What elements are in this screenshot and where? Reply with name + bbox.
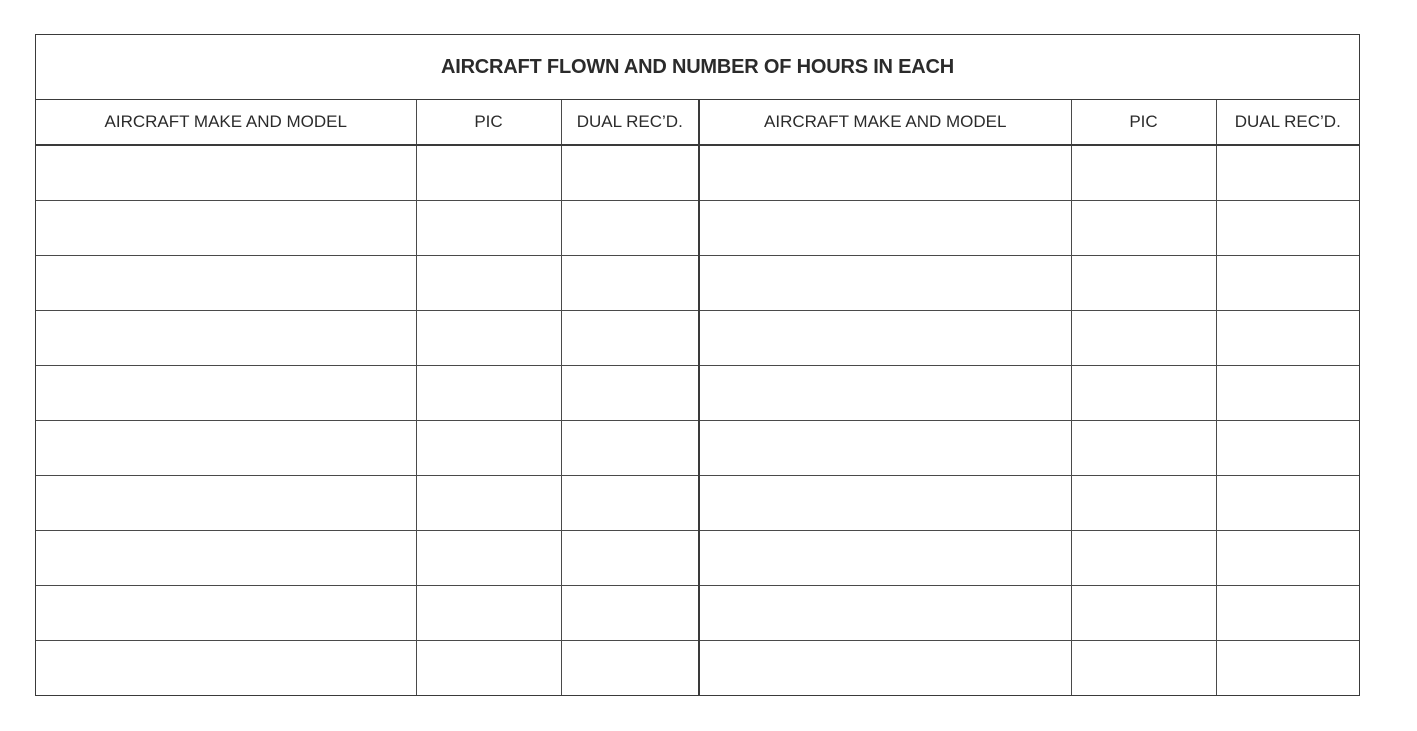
pic-cell-right[interactable] bbox=[1071, 256, 1216, 311]
dual-received-cell-left[interactable] bbox=[561, 641, 699, 696]
pic-cell-left[interactable] bbox=[416, 476, 561, 531]
table-body bbox=[36, 145, 1359, 695]
table-row bbox=[36, 201, 1359, 256]
pic-cell-left[interactable] bbox=[416, 311, 561, 366]
aircraft-make-model-cell-right[interactable] bbox=[699, 366, 1071, 421]
dual-received-cell-left[interactable] bbox=[561, 421, 699, 476]
aircraft-make-model-cell-left[interactable] bbox=[36, 201, 416, 256]
dual-received-cell-left[interactable] bbox=[561, 201, 699, 256]
aircraft-hours-form bbox=[35, 34, 1360, 696]
pic-cell-left[interactable] bbox=[416, 201, 561, 256]
aircraft-hours-table bbox=[36, 100, 1359, 695]
aircraft-make-model-cell-left[interactable] bbox=[36, 586, 416, 641]
pic-cell-left[interactable] bbox=[416, 366, 561, 421]
aircraft-make-model-cell-left[interactable] bbox=[36, 476, 416, 531]
dual-received-cell-left[interactable] bbox=[561, 145, 699, 201]
pic-cell-right[interactable] bbox=[1071, 641, 1216, 696]
table-row bbox=[36, 366, 1359, 421]
pic-cell-right[interactable] bbox=[1071, 311, 1216, 366]
aircraft-make-model-cell-left[interactable] bbox=[36, 531, 416, 586]
header-aircraft-make-model-right: AIRCRAFT MAKE AND MODEL bbox=[699, 100, 1071, 145]
form-title: AIRCRAFT FLOWN AND NUMBER OF HOURS IN EACH bbox=[36, 35, 1359, 100]
header-dual-received-right: DUAL REC’D. bbox=[1216, 100, 1359, 145]
dual-received-cell-right[interactable] bbox=[1216, 531, 1359, 586]
dual-received-cell-left[interactable] bbox=[561, 531, 699, 586]
table-row bbox=[36, 145, 1359, 201]
dual-received-cell-right[interactable] bbox=[1216, 366, 1359, 421]
aircraft-make-model-cell-left[interactable] bbox=[36, 641, 416, 696]
dual-received-cell-left[interactable] bbox=[561, 311, 699, 366]
pic-cell-left[interactable] bbox=[416, 256, 561, 311]
aircraft-make-model-cell-left[interactable] bbox=[36, 145, 416, 201]
aircraft-make-model-cell-right[interactable] bbox=[699, 201, 1071, 256]
aircraft-make-model-cell-right[interactable] bbox=[699, 531, 1071, 586]
dual-received-cell-right[interactable] bbox=[1216, 476, 1359, 531]
table-row bbox=[36, 641, 1359, 696]
dual-received-cell-left[interactable] bbox=[561, 256, 699, 311]
header-aircraft-make-model-left: AIRCRAFT MAKE AND MODEL bbox=[36, 100, 416, 145]
pic-cell-left[interactable] bbox=[416, 421, 561, 476]
header-dual-received-left: DUAL REC’D. bbox=[561, 100, 699, 145]
pic-cell-right[interactable] bbox=[1071, 531, 1216, 586]
table-row bbox=[36, 531, 1359, 586]
pic-cell-right[interactable] bbox=[1071, 586, 1216, 641]
dual-received-cell-right[interactable] bbox=[1216, 421, 1359, 476]
aircraft-make-model-cell-right[interactable] bbox=[699, 145, 1071, 201]
aircraft-make-model-cell-right[interactable] bbox=[699, 586, 1071, 641]
aircraft-make-model-cell-left[interactable] bbox=[36, 421, 416, 476]
table-row bbox=[36, 256, 1359, 311]
dual-received-cell-left[interactable] bbox=[561, 366, 699, 421]
dual-received-cell-left[interactable] bbox=[561, 586, 699, 641]
aircraft-make-model-cell-left[interactable] bbox=[36, 256, 416, 311]
table-header-row bbox=[36, 100, 1359, 145]
pic-cell-left[interactable] bbox=[416, 145, 561, 201]
pic-cell-right[interactable] bbox=[1071, 145, 1216, 201]
pic-cell-right[interactable] bbox=[1071, 421, 1216, 476]
header-pic-left: PIC bbox=[416, 100, 561, 145]
aircraft-make-model-cell-right[interactable] bbox=[699, 476, 1071, 531]
table-row bbox=[36, 311, 1359, 366]
aircraft-make-model-cell-right[interactable] bbox=[699, 311, 1071, 366]
dual-received-cell-right[interactable] bbox=[1216, 201, 1359, 256]
pic-cell-right[interactable] bbox=[1071, 366, 1216, 421]
dual-received-cell-right[interactable] bbox=[1216, 586, 1359, 641]
aircraft-make-model-cell-left[interactable] bbox=[36, 366, 416, 421]
pic-cell-left[interactable] bbox=[416, 531, 561, 586]
aircraft-make-model-cell-right[interactable] bbox=[699, 641, 1071, 696]
dual-received-cell-right[interactable] bbox=[1216, 641, 1359, 696]
aircraft-make-model-cell-left[interactable] bbox=[36, 311, 416, 366]
aircraft-make-model-cell-right[interactable] bbox=[699, 421, 1071, 476]
aircraft-make-model-cell-right[interactable] bbox=[699, 256, 1071, 311]
dual-received-cell-right[interactable] bbox=[1216, 311, 1359, 366]
table-row bbox=[36, 421, 1359, 476]
pic-cell-right[interactable] bbox=[1071, 476, 1216, 531]
pic-cell-left[interactable] bbox=[416, 641, 561, 696]
table-row bbox=[36, 586, 1359, 641]
dual-received-cell-right[interactable] bbox=[1216, 145, 1359, 201]
dual-received-cell-left[interactable] bbox=[561, 476, 699, 531]
pic-cell-right[interactable] bbox=[1071, 201, 1216, 256]
dual-received-cell-right[interactable] bbox=[1216, 256, 1359, 311]
pic-cell-left[interactable] bbox=[416, 586, 561, 641]
table-row bbox=[36, 476, 1359, 531]
header-pic-right: PIC bbox=[1071, 100, 1216, 145]
